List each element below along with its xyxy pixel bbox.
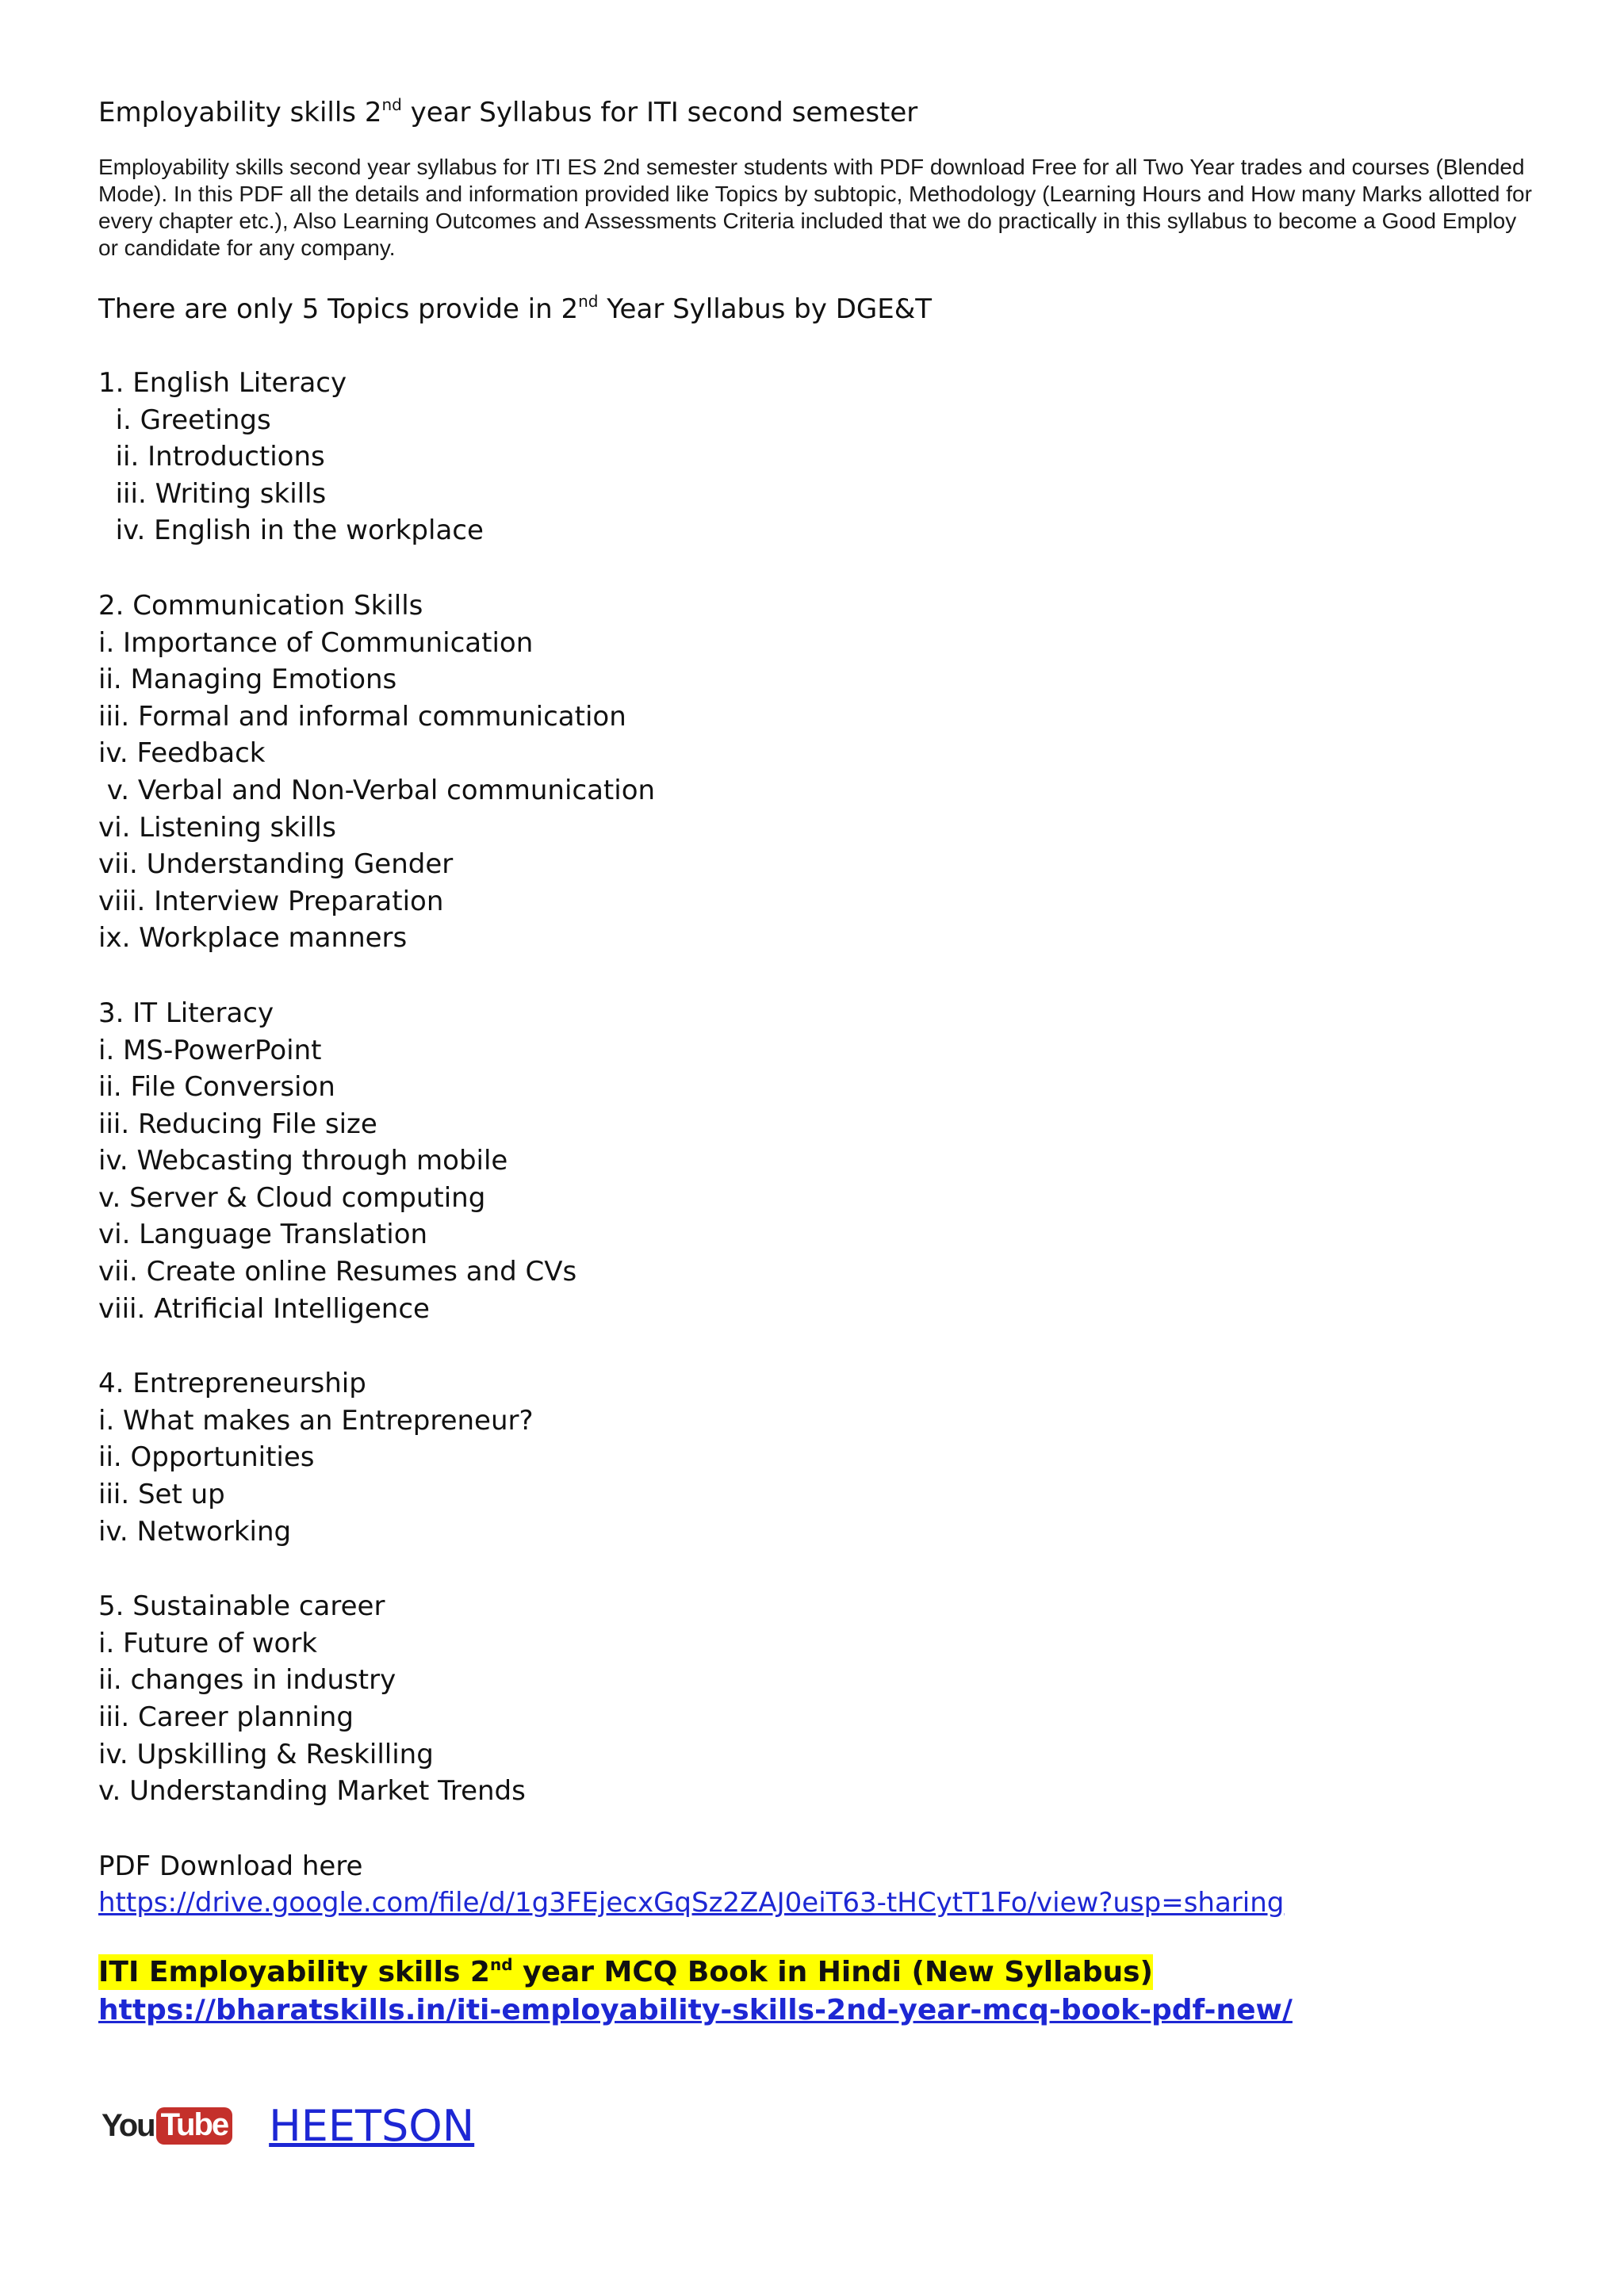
subtopic-item: i. Future of work (98, 1627, 318, 1659)
subtopic-item: iv. Webcasting through mobile (98, 1145, 508, 1177)
topic-block (98, 1365, 1534, 1550)
topic-title: 2. Communication Skills (98, 589, 423, 622)
subtopic-item: iv. Upskilling & Reskilling (98, 1738, 434, 1770)
topic-block (98, 587, 1534, 957)
subtopic-item: vi. Language Translation (98, 1219, 428, 1251)
channel-link[interactable]: HEETSON (269, 2101, 475, 2151)
subtopic-item: v. Understanding Market Trends (98, 1775, 526, 1808)
mcq-book-link[interactable]: https://bharatskills.in/iti-employability-skills-2nd-year-mcq-book-pdf-new/ (98, 1993, 1293, 2026)
summary-text: There are only 5 Topics provide in 2 (98, 293, 579, 325)
topic-title: 5. Sustainable career (98, 1590, 385, 1623)
topic-block (98, 365, 1534, 549)
document-title (98, 95, 1534, 130)
subtopic-item: viii. Interview Preparation (98, 885, 444, 917)
subtopic-item: ii. Managing Emotions (98, 664, 397, 696)
topic-title: 1. English Literacy (98, 367, 347, 399)
subtopic-item: iii. Set up (98, 1479, 225, 1511)
mcq-book-section (98, 1954, 1534, 2030)
topics-list (98, 365, 1534, 1810)
subtopic-item: vii. Create online Resumes and CVs (98, 1256, 577, 1288)
subtopic-item: iv. English in the workplace (98, 515, 484, 547)
subtopic-item: vii. Understanding Gender (98, 848, 454, 881)
subtopic-item: iii. Career planning (98, 1701, 354, 1733)
title-superscript: nd (381, 95, 402, 114)
youtube-logo-tube: Tube (156, 2107, 233, 2145)
mcq-highlight (98, 1954, 1153, 1990)
subtopic-item: vi. Listening skills (98, 811, 336, 844)
subtopic-item: ii. File Conversion (98, 1071, 335, 1104)
summary-text-rest: Year Syllabus by DGE&T (598, 293, 932, 325)
subtopic-item: ii. Introductions (98, 441, 325, 473)
subtopic-item: iii. Writing skills (98, 477, 327, 510)
topic-block (98, 995, 1534, 1327)
subtopic-item: ix. Workplace manners (98, 922, 408, 955)
youtube-logo-you: You (102, 2108, 155, 2143)
title-text-rest: year Syllabus for ITI second semester (401, 97, 918, 128)
document-page (98, 95, 1534, 2030)
subtopic-item: v. Server & Cloud computing (98, 1181, 486, 1214)
subtopic-item: iv. Feedback (98, 737, 266, 770)
subtopic-item: ii. changes in industry (98, 1664, 396, 1697)
subtopic-item: iii. Reducing File size (98, 1108, 377, 1140)
topic-title: 4. Entrepreneurship (98, 1368, 366, 1400)
youtube-logo-icon[interactable] (102, 2107, 232, 2145)
pdf-download-section (98, 1848, 1534, 1922)
topic-block (98, 1588, 1534, 1810)
subtopic-item: i. What makes an Entrepreneur? (98, 1404, 534, 1437)
footer (102, 2101, 474, 2151)
pdf-download-label: PDF Download here (98, 1850, 363, 1882)
mcq-title-text-rest: year MCQ Book in Hindi (New Syllabus) (512, 1955, 1153, 1988)
mcq-title-text: ITI Employability skills 2 (98, 1955, 490, 1988)
subtopic-item: viii. Atrificial Intelligence (98, 1292, 430, 1325)
title-text: Employability skills 2 (98, 97, 382, 128)
summary-superscript: nd (578, 292, 599, 311)
subtopic-item: i. Importance of Communication (98, 626, 534, 659)
subtopic-item: i. Greetings (98, 404, 271, 436)
subtopic-item: ii. Opportunities (98, 1441, 315, 1474)
topics-summary (98, 292, 1534, 327)
mcq-title-superscript: nd (489, 1954, 513, 1974)
subtopic-item: v. Verbal and Non-Verbal communication (98, 774, 656, 806)
topic-title: 3. IT Literacy (98, 997, 274, 1029)
subtopic-item: iv. Networking (98, 1515, 292, 1548)
intro-paragraph: Employability skills second year syllabus for ITI ES 2nd semester students with PDF download Free for all Two Year trades and courses (Blended Mode). In this PDF all the details and information provided like Topics by subtopic, Methodology (Learning Hours and How many Marks allotted for every chapter etc.), Also Learning Outcomes and Assessments Criteria included that we do practically in this syllabus to become a Good Employ or candidate for any company. (98, 155, 1532, 260)
mcq-book-title (98, 1954, 1534, 1992)
subtopic-item: i. MS-PowerPoint (98, 1034, 322, 1066)
subtopic-item: iii. Formal and informal communication (98, 700, 626, 733)
pdf-download-link[interactable]: https://drive.google.com/file/d/1g3FEjecxGqSz2ZAJ0eiT63-tHCytT1Fo/view?usp=sharing (98, 1887, 1285, 1919)
